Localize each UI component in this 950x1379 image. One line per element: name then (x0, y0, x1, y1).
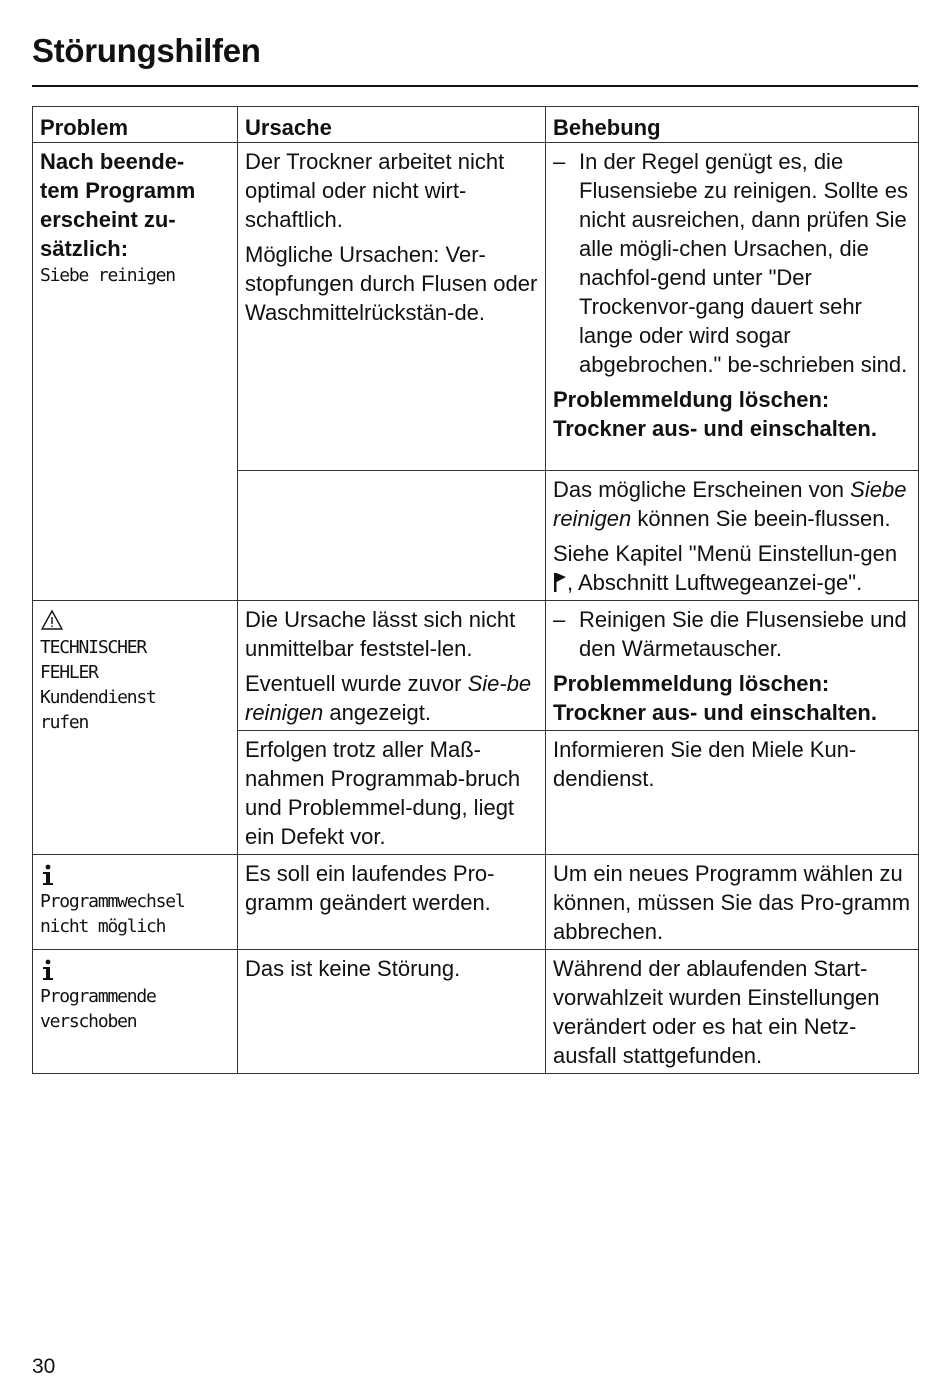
fix-bullet (553, 605, 911, 663)
fix-cell (546, 601, 919, 731)
problem-cell (33, 143, 238, 601)
table-row (33, 950, 919, 1074)
page-number: 30 (32, 1355, 56, 1378)
problem-cell (33, 855, 238, 950)
table-row (33, 143, 919, 471)
cause-cell: Erfolgen trotz aller Maß-nahmen Programmab-bruch und Problemmel-dung, liegt ein Defekt vor. (238, 731, 546, 855)
fix-cell: Informieren Sie den Miele Kun-dendienst. (546, 731, 919, 855)
problem-line: Nach beende- (40, 149, 185, 174)
problem-line: tem Programm (40, 178, 196, 203)
display-message: Programmwechsel nicht möglich (40, 891, 185, 937)
fix-cell: Während der ablaufenden Start-vorwahlzeit wurden Einstellungen verändert oder es hat ein Netz-ausfall stattgefunden. (546, 950, 919, 1074)
dash-symbol: – (553, 607, 566, 632)
cause-fragment: Eventuell wurde zuvor (245, 671, 462, 696)
fix-text: können Sie beein-flussen. (637, 506, 891, 531)
fix-instruction: Problemmeldung löschen: Trockner aus- und einschalten. (553, 387, 877, 441)
header-behebung: Behebung (546, 107, 919, 143)
cause-cell (238, 143, 546, 471)
table-row (33, 601, 919, 731)
cause-cell (238, 601, 546, 731)
fix-text: In der Regel genügt es, die Flusensiebe zu reinigen. Sollte es nicht ausreichen, dann prüfen Sie alle mögli-chen Ursachen, die nachfol-gend unter "Der Trockenvor-gang dauert sehr lange oder wird sogar abgebrochen." be-schrieben sind. (579, 149, 908, 377)
problem-label (40, 147, 230, 263)
cause-text: Der Trockner arbeitet nicht optimal oder nicht wirt-schaftlich. (245, 149, 505, 232)
page-title: Störungshilfen (32, 32, 261, 69)
cause-cell: Es soll ein laufendes Pro-gramm geändert werden. (238, 855, 546, 950)
display-reference: Siebe reinigen (553, 477, 907, 531)
cause-cell-empty (238, 471, 546, 601)
cause-fragment: angezeigt. (329, 700, 431, 725)
problem-cell (33, 950, 238, 1074)
info-icon (40, 859, 60, 889)
fix-text: , Abschnitt Luftwegeanzei-ge". (567, 570, 863, 595)
display-message: Siebe reinigen (40, 265, 175, 286)
cause-text: Die Ursache lässt sich nicht unmittelbar feststel-len. (245, 607, 516, 661)
fix-cell (546, 471, 919, 601)
warning-triangle-icon (40, 605, 64, 635)
cause-text (245, 669, 538, 727)
fix-paragraph (553, 539, 911, 597)
problem-line: sätzlich: (40, 236, 129, 261)
title-divider (32, 85, 918, 87)
display-reference: Sie-be reinigen (245, 671, 532, 725)
table-header-row (33, 107, 919, 143)
fix-text: Das mögliche Erscheinen von (553, 477, 845, 502)
troubleshooting-table (32, 106, 919, 1074)
table-row (33, 855, 919, 950)
fix-cell: Um ein neues Programm wählen zu können, müssen Sie das Pro-gramm abbrechen. (546, 855, 919, 950)
problem-line: erscheint zu- (40, 207, 176, 232)
flag-icon (553, 572, 567, 592)
fix-cell (546, 143, 919, 471)
cause-cell: Das ist keine Störung. (238, 950, 546, 1074)
fix-paragraph (553, 475, 911, 533)
display-message: Programmende verschoben (40, 986, 156, 1032)
problem-cell (33, 601, 238, 855)
display-message: TECHNISCHER FEHLER Kundendienst rufen (40, 637, 156, 733)
fix-text: Siehe Kapitel "Menü Einstellun-gen (553, 541, 898, 566)
info-icon (40, 954, 60, 984)
header-ursache: Ursache (238, 107, 546, 143)
fix-text: Reinigen Sie die Flusensiebe und den Wärmetauscher. (579, 607, 907, 661)
fix-instruction: Problemmeldung löschen: Trockner aus- und einschalten. (553, 671, 877, 725)
fix-bullet (553, 147, 911, 379)
dash-symbol: – (553, 149, 566, 174)
header-problem: Problem (33, 107, 238, 143)
cause-text: Mögliche Ursachen: Ver-stopfungen durch Flusen oder Waschmittelrückstän-de. (245, 242, 538, 325)
